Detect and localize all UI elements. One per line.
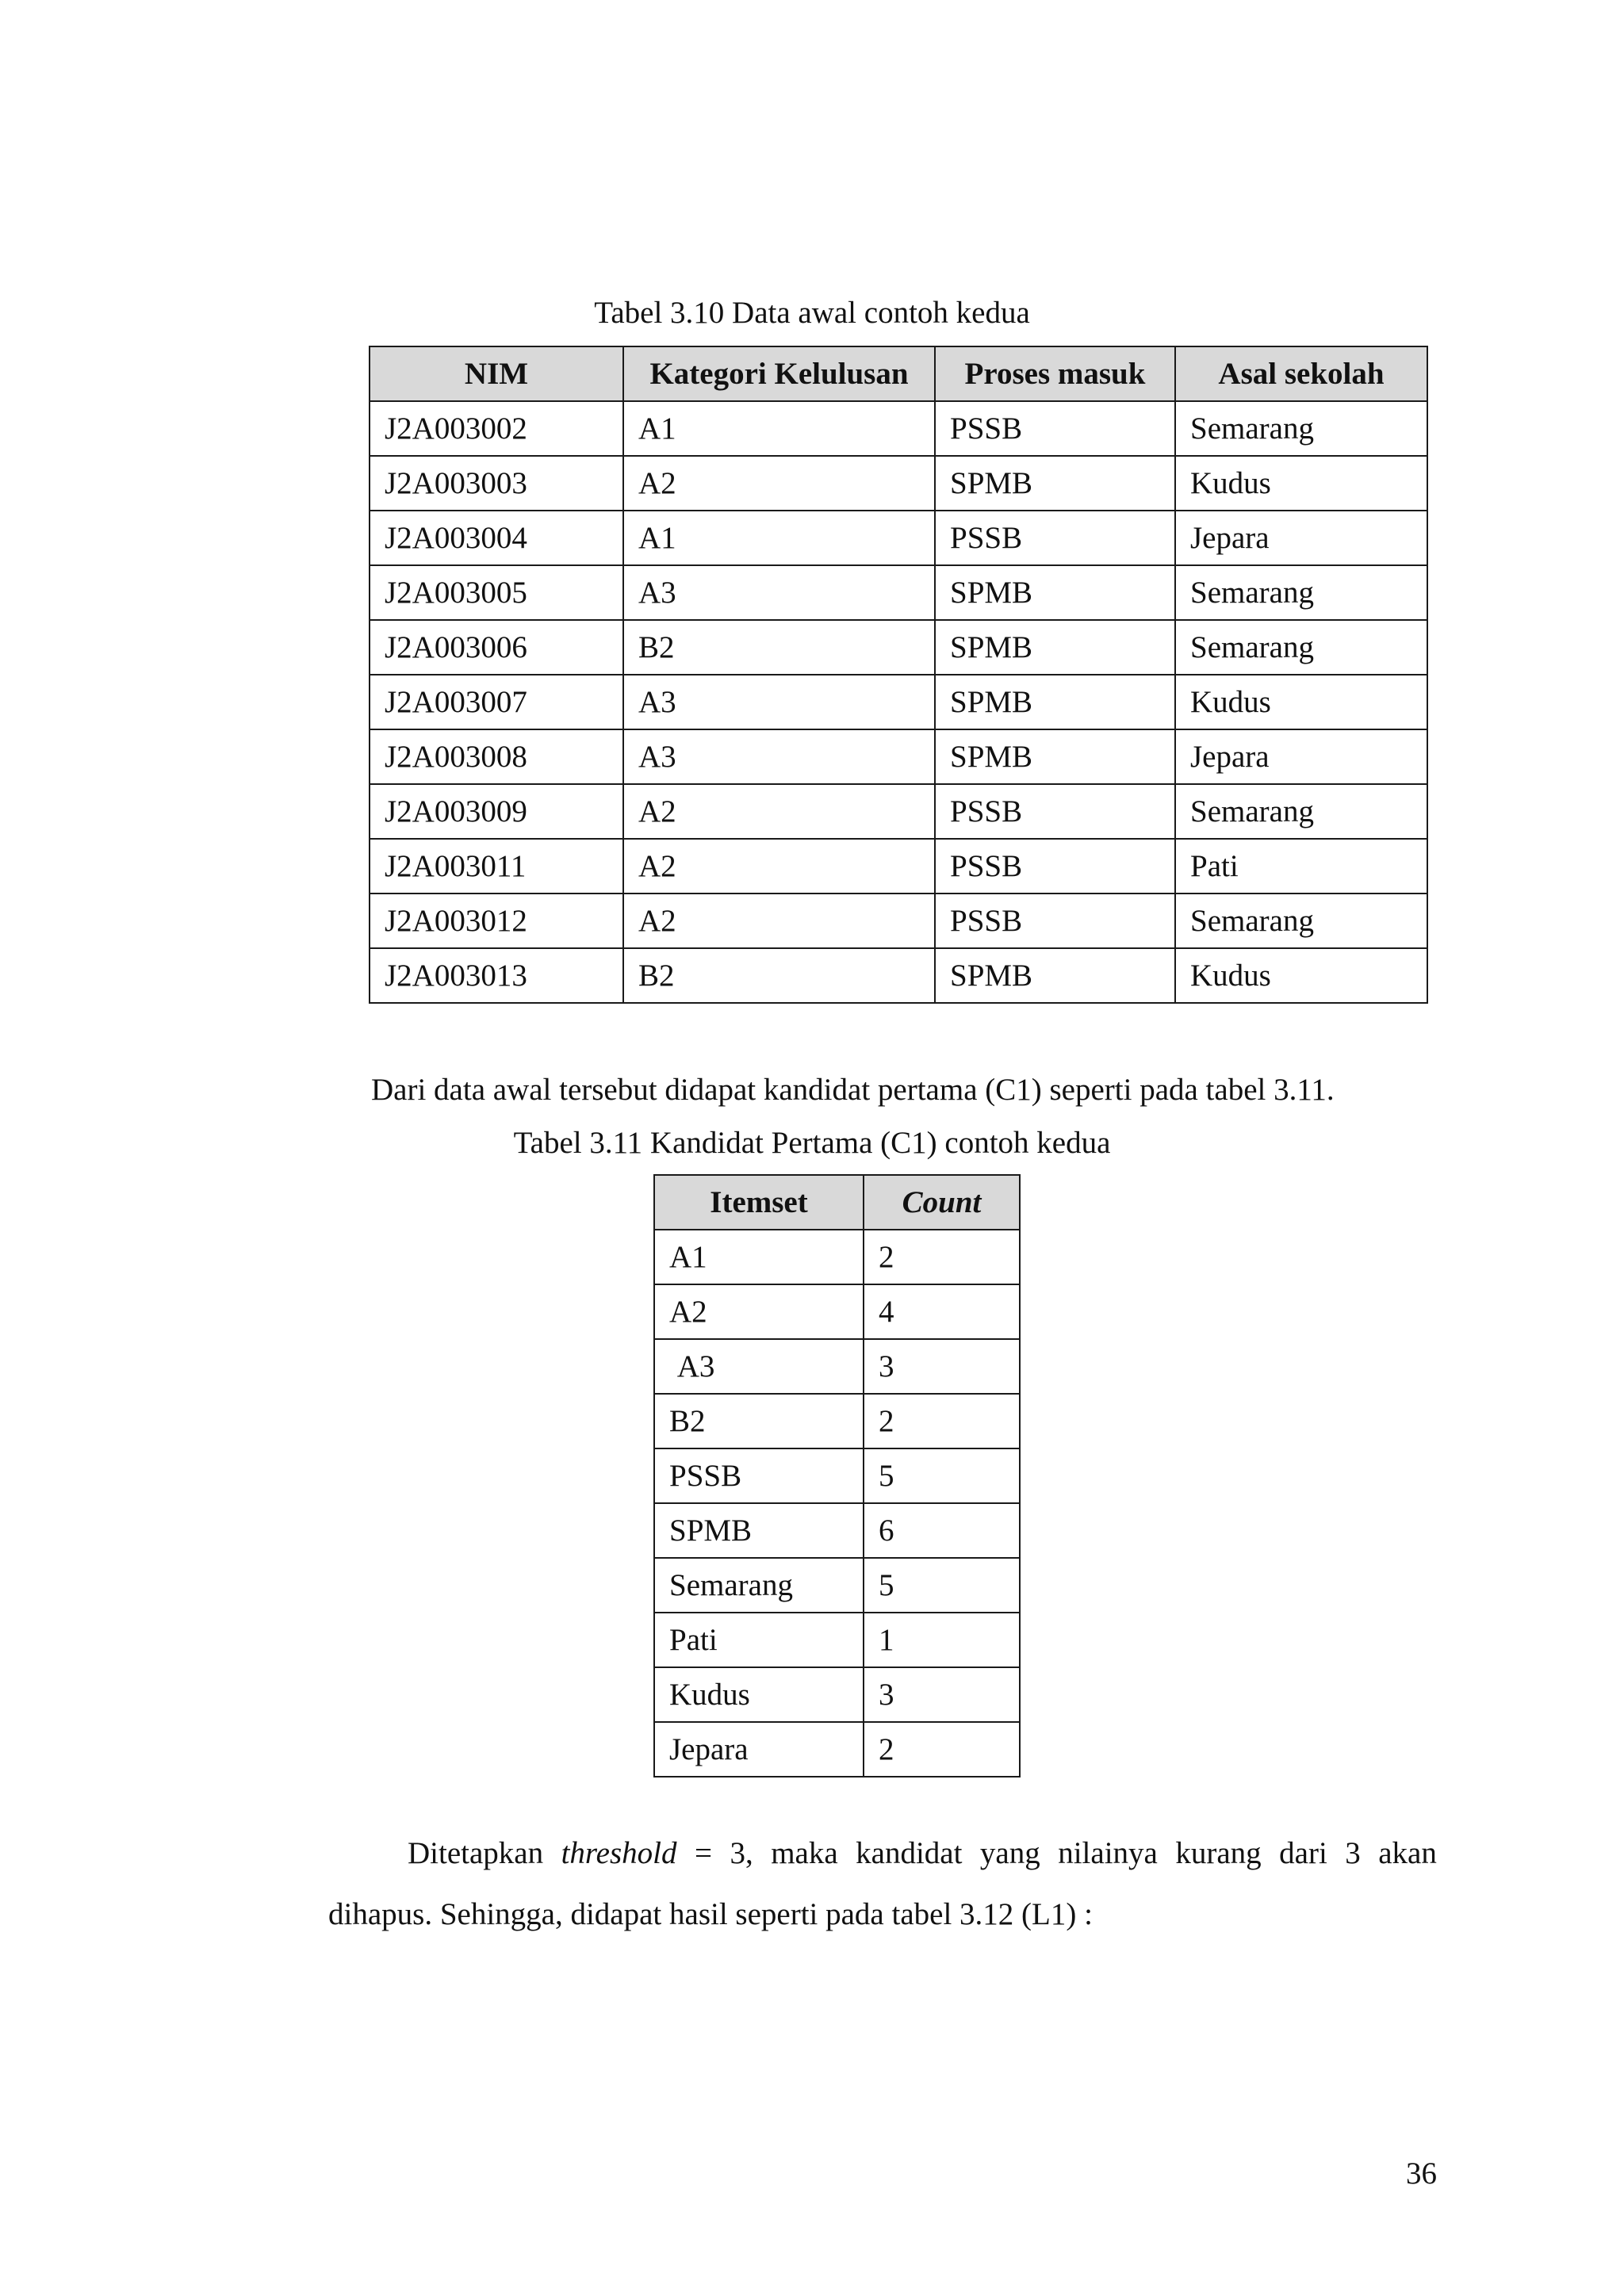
table-cell: Pati [1175,839,1427,894]
table-cell: SPMB [935,675,1175,729]
table-cell: A3 [623,729,935,784]
table-cell: SPMB [935,456,1175,511]
paragraph-word: akan [1378,1836,1437,1870]
table-3-11-caption: Tabel 3.11 Kandidat Pertama (C1) contoh kedua [513,1126,1111,1160]
table-cell: Semarang [1175,894,1427,948]
table-cell: J2A003005 [370,565,623,620]
table-cell: Semarang [1175,401,1427,456]
table-cell: A3 [623,675,935,729]
table-cell: J2A003008 [370,729,623,784]
table-cell: PSSB [654,1448,864,1503]
table-cell: J2A003006 [370,620,623,675]
column-header: Asal sekolah [1175,346,1427,401]
table-cell: SPMB [935,565,1175,620]
column-header: Count [864,1175,1020,1230]
paragraph-word: yang [979,1836,1040,1870]
table-cell: Jepara [1175,729,1427,784]
table-row [370,784,1427,839]
table-header-row [654,1175,1020,1230]
intro-paragraph: Dari data awal tersebut didapat kandidat pertama (C1) seperti pada tabel 3.11. [371,1073,1335,1107]
table-cell: J2A003011 [370,839,623,894]
paragraph-word: = [694,1836,712,1870]
table-row [370,948,1427,1003]
table-cell: 6 [864,1503,1020,1558]
table-cell: J2A003004 [370,511,623,565]
table-cell: A1 [654,1230,864,1284]
table-cell: PSSB [935,511,1175,565]
table-cell: A2 [623,784,935,839]
paragraph-word: dari [1279,1836,1327,1870]
table-3-10 [369,346,1428,1004]
column-header: Itemset [654,1175,864,1230]
table-cell: SPMB [654,1503,864,1558]
table-row [370,894,1427,948]
table-cell: 2 [864,1722,1020,1777]
table-cell: B2 [623,620,935,675]
table-row [654,1448,1020,1503]
table-row [370,565,1427,620]
table-cell: PSSB [935,894,1175,948]
table-row [370,675,1427,729]
table-row [370,620,1427,675]
table-cell: A3 [623,565,935,620]
table-cell: 3 [864,1339,1020,1394]
table-cell: B2 [623,948,935,1003]
table-3-11 [653,1174,1021,1777]
table-cell: Kudus [1175,456,1427,511]
table-cell: SPMB [935,948,1175,1003]
table-cell: J2A003009 [370,784,623,839]
table-cell: A2 [623,456,935,511]
column-header: NIM [370,346,623,401]
paragraph-word: threshold [561,1836,677,1870]
table-cell: Semarang [1175,784,1427,839]
table-cell: 3 [864,1667,1020,1722]
table-cell: SPMB [935,620,1175,675]
table-cell: J2A003002 [370,401,623,456]
table-cell: 1 [864,1613,1020,1667]
table-cell: Semarang [654,1558,864,1613]
table-row [654,1230,1020,1284]
table-cell: A1 [623,511,935,565]
table-row [654,1394,1020,1448]
table-row [654,1503,1020,1558]
threshold-paragraph-line-1 [328,1838,1437,1869]
table-cell: A2 [623,894,935,948]
table-header-row [370,346,1427,401]
table-cell: A2 [654,1284,864,1339]
table-cell: PSSB [935,839,1175,894]
table-cell: B2 [654,1394,864,1448]
table-cell: J2A003007 [370,675,623,729]
table-cell: Semarang [1175,620,1427,675]
table-cell: PSSB [935,784,1175,839]
threshold-paragraph-line-2: dihapus. Sehingga, didapat hasil seperti pada tabel 3.12 (L1) : [328,1897,1093,1931]
table-cell: Semarang [1175,565,1427,620]
paragraph-word: Ditetapkan [408,1836,544,1870]
table-row [370,729,1427,784]
table-cell: Pati [654,1613,864,1667]
table-cell: PSSB [935,401,1175,456]
table-cell: 5 [864,1558,1020,1613]
table-row [370,456,1427,511]
paragraph-word: 3, [730,1836,753,1870]
paragraph-word: 3 [1345,1836,1361,1870]
column-header: Proses masuk [935,346,1175,401]
table-3-10-caption: Tabel 3.10 Data awal contoh kedua [594,296,1030,330]
table-row [654,1613,1020,1667]
table-cell: Jepara [1175,511,1427,565]
table-cell: Kudus [1175,948,1427,1003]
paragraph-word: kandidat [856,1836,963,1870]
table-cell: J2A003003 [370,456,623,511]
table-cell: 4 [864,1284,1020,1339]
table-cell: A2 [623,839,935,894]
table-cell: J2A003013 [370,948,623,1003]
table-cell: Jepara [654,1722,864,1777]
table-cell: 2 [864,1230,1020,1284]
table-cell: SPMB [935,729,1175,784]
table-cell: A3 [654,1339,864,1394]
paragraph-word: maka [771,1836,838,1870]
table-row [654,1339,1020,1394]
table-cell: A1 [623,401,935,456]
table-row [370,401,1427,456]
table-cell: 2 [864,1394,1020,1448]
table-row [654,1284,1020,1339]
table-row [654,1558,1020,1613]
column-header: Kategori Kelulusan [623,346,935,401]
table-row [654,1722,1020,1777]
page-number: 36 [1406,2156,1437,2191]
table-row [654,1667,1020,1722]
table-row [370,511,1427,565]
table-row [370,839,1427,894]
paragraph-word: kurang [1175,1836,1262,1870]
table-cell: 5 [864,1448,1020,1503]
paragraph-word: nilainya [1058,1836,1158,1870]
table-cell: Kudus [654,1667,864,1722]
table-cell: Kudus [1175,675,1427,729]
table-cell: J2A003012 [370,894,623,948]
